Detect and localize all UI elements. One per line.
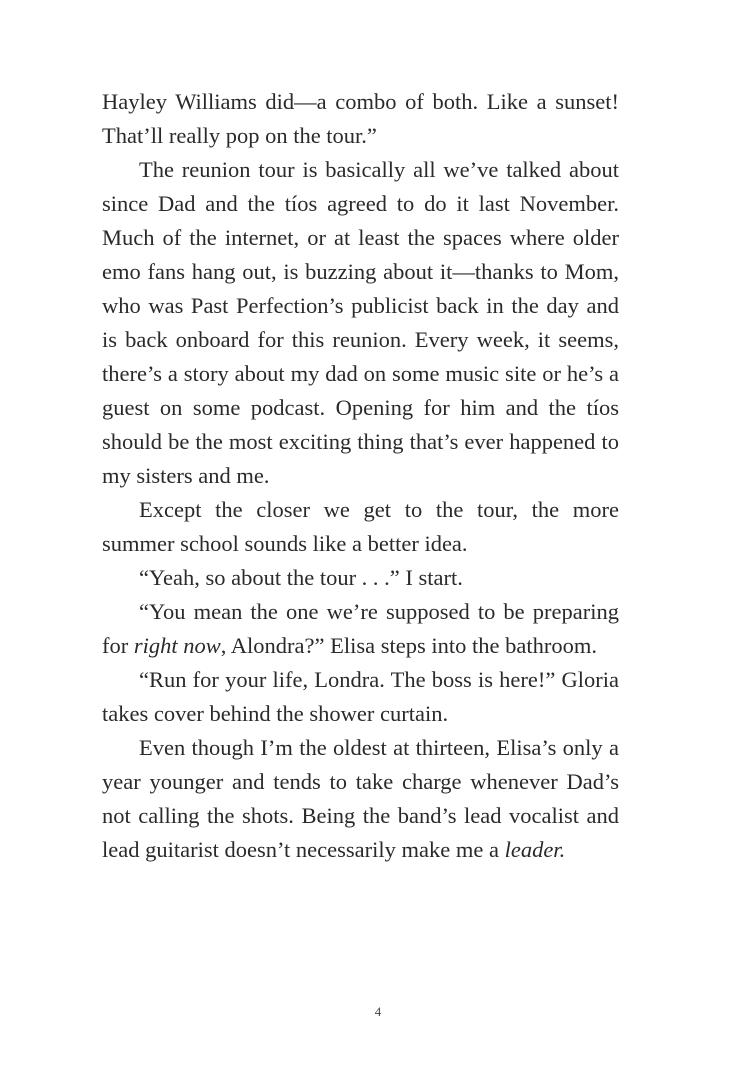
paragraph-2 [102, 153, 619, 493]
paragraph-2-text: The reunion tour is basically all we’ve talked about since Dad and the tíos agreed to do it last November. Much of the internet, or at least the spaces where older emo fans hang out, is buzzing about it—thanks to Mom, who was Past Perfection’s publicist back in the day and is back onboard for this reunion. Every week, it seems, there’s a story about my dad on some music site or he’s a guest on some podcast. Opening for him and the tíos should be the most exciting thing that’s ever happened to my sisters and me. [102, 157, 619, 488]
paragraph-5-text-b: , Alondra?” Elisa steps into the bathroom. [220, 633, 597, 658]
paragraph-3-text: Except the closer we get to the tour, the more summer school sounds like a better idea. [102, 497, 619, 556]
paragraph-7-text-a: Even though I’m the oldest at thirteen, Elisa’s only a year younger and tends to take charge whenever Dad’s not calling the shots. Being the band’s lead vocalist and lead guitarist doesn’t necessarily make me a [102, 735, 619, 862]
paragraph-5-text-a: “You mean the one we’re supposed to be preparing for [102, 599, 619, 658]
body-text [102, 85, 619, 867]
paragraph-7 [102, 731, 619, 867]
paragraph-4 [102, 561, 619, 595]
paragraph-1 [102, 85, 619, 153]
paragraph-1-text: Hayley Williams did—a combo of both. Like a sunset! That’ll really pop on the tour.” [102, 89, 619, 148]
paragraph-6-text: “Run for your life, Londra. The boss is here!” Gloria takes cover behind the shower curtain. [102, 667, 619, 726]
page-number: 4 [374, 1004, 382, 1019]
paragraph-7-italic-word: leader. [504, 837, 566, 862]
paragraph-6 [102, 663, 619, 731]
paragraph-5-italic-phrase: right now [133, 633, 221, 658]
paragraph-5 [102, 595, 619, 663]
paragraph-3 [102, 493, 619, 561]
paragraph-4-text: “Yeah, so about the tour . . .” I start. [139, 565, 463, 590]
